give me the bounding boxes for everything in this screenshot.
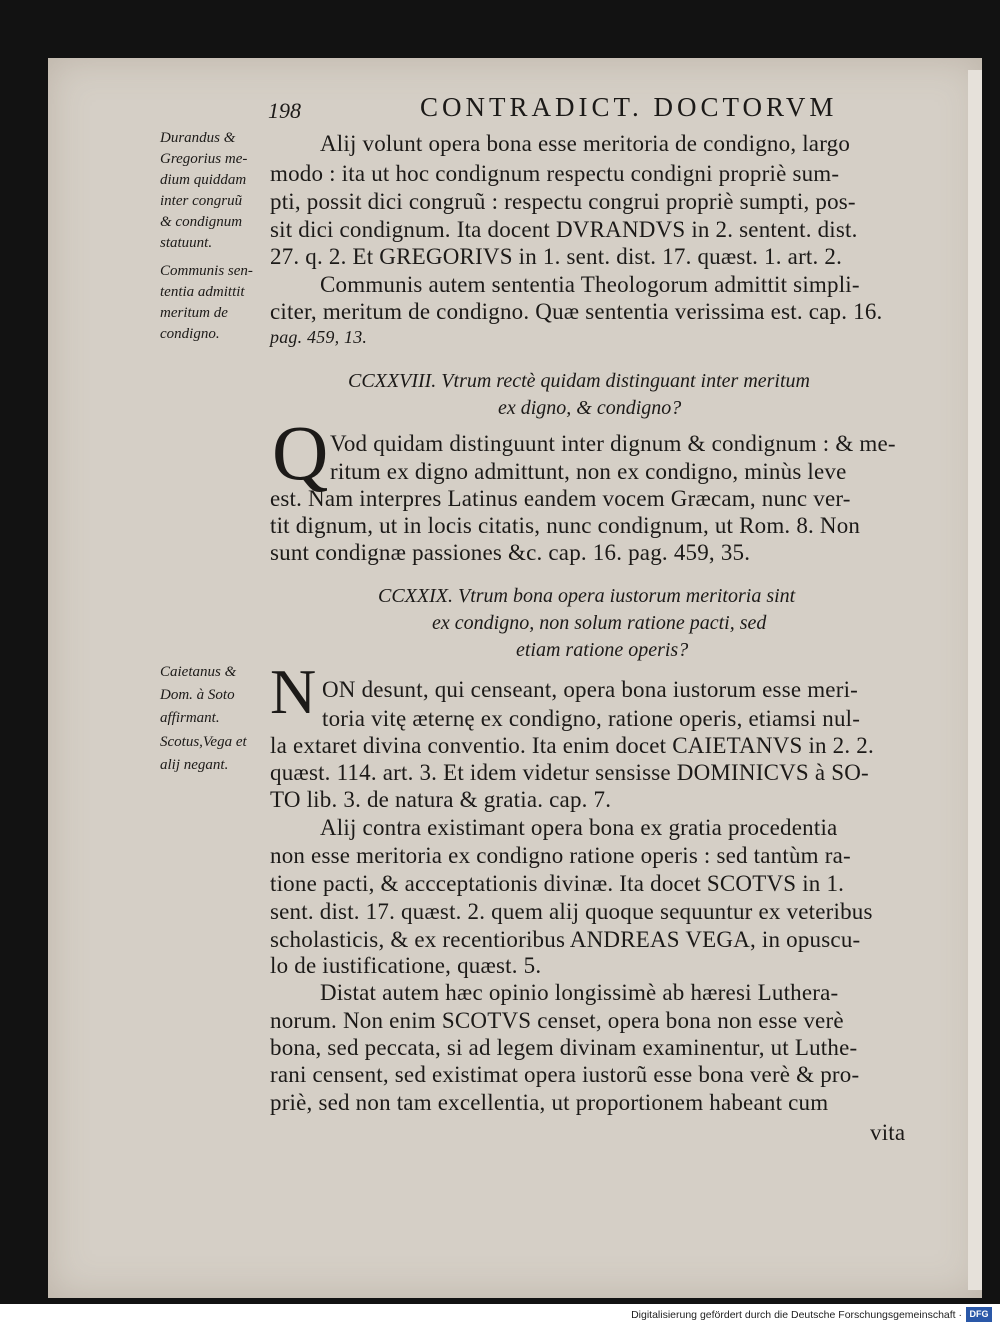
margin-note-line: Caietanus & (160, 664, 237, 680)
chapter-heading-line: etiam ratione operis? (516, 639, 689, 661)
body-line: est. Nam interpres Latinus eandem vocem Græcam, nunc ver- (270, 486, 851, 511)
body-line: 27. q. 2. Et GREGORIVS in 1. sent. dist. 17. quæst. 1. art. 2. (270, 244, 843, 269)
margin-note-line: Communis sen- (160, 263, 253, 279)
margin-note-line: alij negant. (160, 757, 229, 773)
margin-note-line: condigno. (160, 326, 220, 342)
body-line: pag. 459, 13. (270, 327, 368, 347)
body-line: scholasticis, & ex recentioribus ANDREAS VEGA, in opuscu- (270, 927, 861, 952)
margin-note-line: Dom. à Soto (160, 687, 235, 703)
margin-note-line: statuunt. (160, 235, 213, 251)
body-line: la extaret divina conventio. Ita enim docet CAIETANVS in 2. 2. (270, 733, 874, 758)
chapter-heading-line: ex condigno, non solum ratione pacti, sed (432, 612, 767, 634)
catchword: vita (870, 1120, 906, 1145)
body-line: quæst. 114. art. 3. Et idem videtur sensisse DOMINICVS à SO- (270, 760, 869, 785)
body-line: non esse meritoria ex condigno ratione operis : sed tantùm ra- (270, 843, 851, 868)
footer-bar (0, 1304, 1000, 1326)
margin-note-line: tentia admittit (160, 284, 245, 300)
margin-note-line: affirmant. (160, 710, 220, 726)
body-line: ritum ex digno admittunt, non ex condigno, minùs leve (330, 459, 847, 484)
body-line: tit dignum, ut in locis citatis, nunc condignum, ut Rom. 8. Non (270, 513, 861, 538)
body-line: citer, meritum de condigno. Quæ sententia verissima est. cap. 16. (270, 299, 883, 324)
chapter-heading-line: CCXXIX. Vtrum bona opera iustorum meritoria sint (378, 585, 796, 607)
margin-note-line: dium quiddam (160, 172, 247, 188)
body-line: norum. Non enim SCOTVS censet, opera bona non esse verè (270, 1008, 844, 1033)
running-header: CONTRADICT. DOCTORVM (420, 92, 838, 122)
body-line: Alij volunt opera bona esse meritoria de condigno, largo (320, 131, 851, 156)
margin-note-line: Scotus,Vega et (160, 734, 247, 750)
page-number: 198 (268, 98, 301, 123)
drop-cap: N (270, 656, 317, 727)
body-line: Communis autem sententia Theologorum admittit simpli- (320, 272, 860, 297)
body-line: Vod quidam distinguunt inter dignum & condignum : & me- (330, 431, 896, 456)
page-edge (968, 70, 982, 1290)
margin-note-line: & condignum (160, 214, 243, 230)
body-line: lo de iustificatione, quæst. 5. (270, 953, 542, 978)
body-line: tione pacti, & accceptationis divinæ. Ita docet SCOTVS in 1. (270, 871, 845, 896)
margin-note-line: inter congruũ (160, 193, 243, 209)
funding-notice: Digitalisierung gefördert durch die Deutsche Forschungsgemeinschaft · (631, 1309, 962, 1321)
body-line: toria vitę æternę ex condigno, ratione operis, etiamsi nul- (322, 706, 861, 731)
body-line: priè, sed non tam excellentia, ut proportionem habeant cum (270, 1090, 829, 1115)
body-line: TO lib. 3. de natura & gratia. cap. 7. (270, 787, 612, 812)
body-line: pti, possit dici congruũ : respectu congrui propriè sumpti, pos- (270, 189, 856, 214)
body-line: ON desunt, qui censeant, opera bona iustorum esse meri- (322, 677, 859, 702)
body-line: bona, sed peccata, si ad legem divinam examinentur, ut Luthe- (270, 1035, 858, 1060)
body-line: modo : ita ut hoc condignum respectu condigni propriè sum- (270, 161, 840, 186)
chapter-heading-line: ex digno, & condigno? (498, 397, 682, 419)
body-line: Alij contra existimant opera bona ex gratia procedentia (320, 815, 838, 840)
body-line: sent. dist. 17. quæst. 2. quem alij quoque sequuntur ex veteribus (270, 899, 873, 924)
drop-cap: Q (272, 409, 329, 496)
body-line: sit dici condignum. Ita docent DVRANDVS in 2. sentent. dist. (270, 217, 858, 242)
body-line: Distat autem hæc opinio longissimè ab hæresi Luthera- (320, 980, 839, 1005)
dfg-logo: DFG (966, 1307, 992, 1322)
chapter-heading-line: CCXXVIII. Vtrum rectè quidam distinguant inter meritum (348, 370, 810, 392)
margin-note-line: Durandus & (160, 130, 236, 146)
body-line: rani censent, sed existimat opera iustorũ esse bona verè & pro- (270, 1062, 860, 1087)
margin-note-line: Gregorius me- (160, 151, 248, 167)
margin-note-line: meritum de (160, 305, 228, 321)
body-line: sunt condignæ passiones &c. cap. 16. pag. 459, 35. (270, 540, 751, 565)
